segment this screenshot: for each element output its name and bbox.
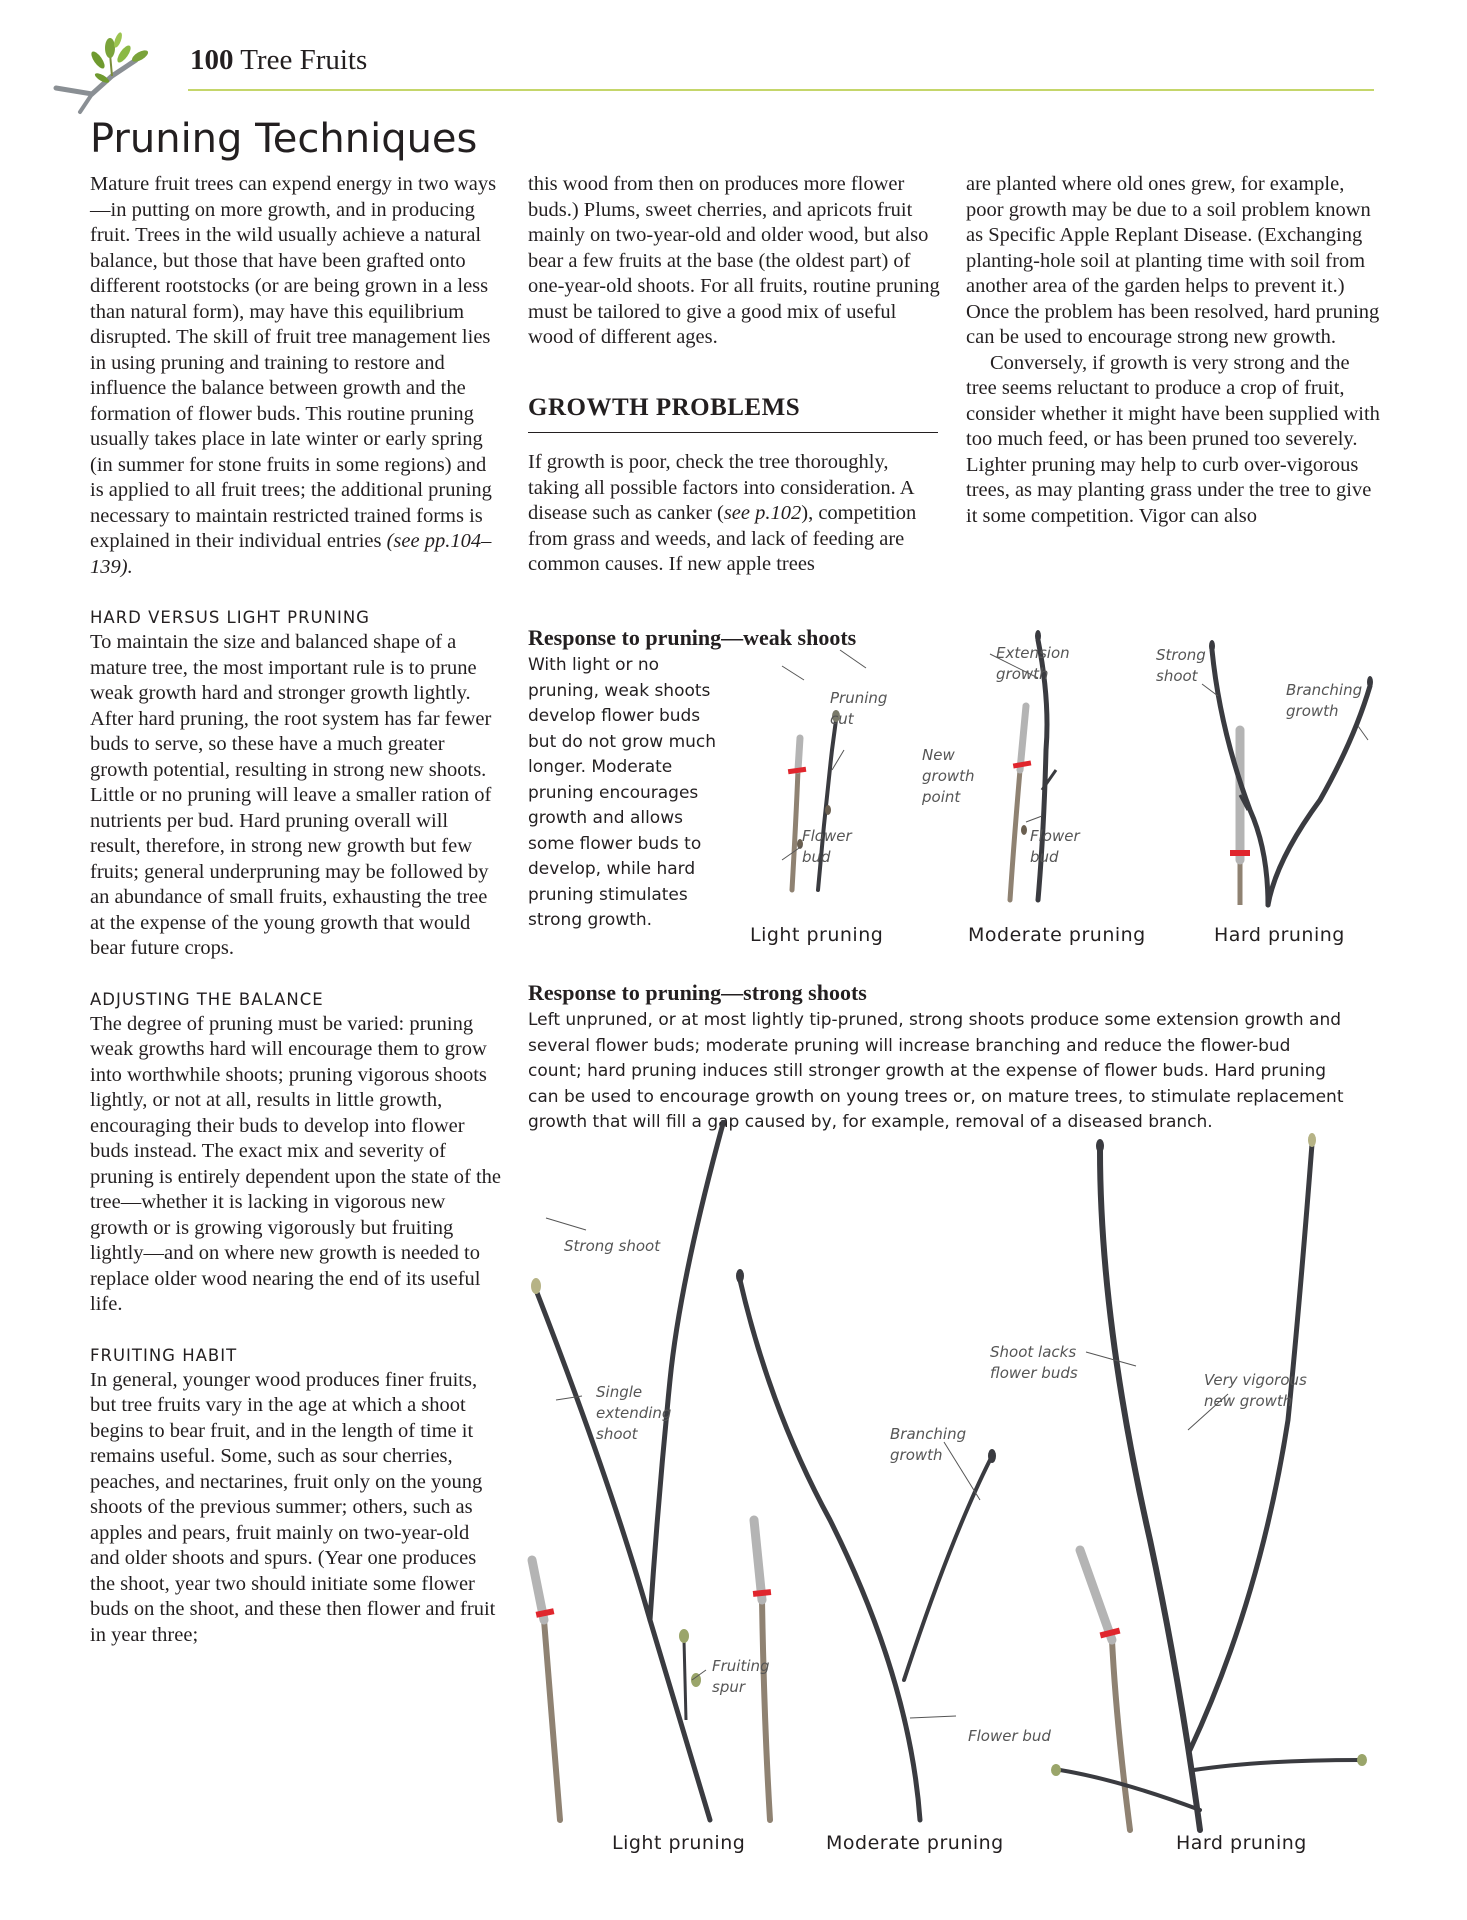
strong-stage-light: Light pruning (612, 1832, 746, 1854)
column-3 (966, 172, 1380, 529)
weak-stage-light: Light pruning (750, 924, 884, 946)
hard-light-heading: HARD VERSUS LIGHT PRUNING (90, 608, 370, 627)
strong-shoots-illustration (500, 1120, 1380, 1840)
weak-label-extension-growth: Extension growth (996, 644, 1070, 683)
weak-label-pruning-cut: Pruning cut (830, 689, 888, 728)
strong-stage-moderate: Moderate pruning (826, 1832, 1004, 1854)
col3-paragraph-2: Conversely, if growth is very strong and the tree seems reluctant to produce a crop of fruit, consider whether it might have been supplied with too much feed, or has been pruned too severely. Lighter pruning may help to curb over-vigorous trees, as may planting grass under the tree to give it some competition. Vigor can also (966, 351, 1380, 527)
strong-light-pruning-figure (531, 1120, 724, 1820)
weak-label-strong-shoot: Strong shoot (1156, 646, 1206, 685)
weak-label-new-growth-point: New growth point (922, 746, 975, 806)
hard-light-paragraph: To maintain the size and balanced shape of a mature tree, the most important rule is to prune weak growth hard and stronger growth lightly. After hard pruning, the root system has far fewer buds to serve, so these have a much greater growth potential, resulting in strong new shoots. Little or no pruning will leave a smaller ration of nutrients per bud. Hard pruning overall will result, therefore, in strong new growth but few fruits; general underpruning may be followed by an abundance of small fruits, exhausting the tree at the expense of the young growth that would bear future crops. (90, 631, 492, 959)
balance-heading: ADJUSTING THE BALANCE (90, 989, 324, 1009)
weak-label-branching-growth: Branching growth (1286, 681, 1363, 720)
weak-stage-hard: Hard pruning (1214, 924, 1345, 946)
intro-paragraph (90, 172, 502, 580)
intro-cross-reference: (see pp.104–139). (90, 530, 492, 578)
page-number: 100 (190, 44, 234, 76)
fruiting-heading: FRUITING HABIT (90, 1345, 238, 1365)
strong-label-flower-bud: Flower bud (968, 1727, 1051, 1745)
strong-moderate-pruning-figure (736, 1269, 996, 1820)
growth-problems-paragraph (528, 450, 940, 578)
strong-label-shoot-lacks: Shoot lacks flower buds (990, 1343, 1078, 1382)
strong-stage-hard: Hard pruning (1176, 1832, 1307, 1854)
fruiting-paragraph: In general, younger wood produces finer fruits, but tree fruits vary in the age at which a shoot begins to bear fruit, and in the length of time it remains useful. Some, such as sour cherries, peaches, and nectarines, fruit only on the young shoots of the previous summer; others, such as apples and pears, fruit mainly on two-year-old and older shoots and spurs. (Year one produces the shoot, year two should initiate some flower buds on the shoot, and these then flower and fruit in year three; (90, 1368, 496, 1646)
growth-text-1: If growth is poor, check the tree thoroughly, taking all possible factors into consideration. A disease such as canker ( (528, 451, 914, 524)
header-branch-icon (52, 30, 148, 120)
growth-heading-rule (528, 432, 938, 433)
strong-shoots-heading: Response to pruning—strong shoots (528, 980, 867, 1005)
header-rule (188, 89, 1374, 91)
column-1 (90, 172, 502, 1648)
strong-label-branching-growth: Branching growth (890, 1425, 967, 1464)
growth-cross-reference: see p.102 (723, 502, 802, 524)
weak-label-flower-bud-2: Flower bud (1030, 827, 1080, 866)
column-2 (528, 172, 940, 351)
strong-label-very-vigorous: Very vigorous new growth (1204, 1371, 1307, 1410)
weak-shoots-caption: With light or no pruning, weak shoots develop flower buds but do not grow much longer. Moderate pruning encourages growth and allows some flower buds to develop, while hard pruning stimulates strong growth. (528, 655, 717, 930)
strong-hard-pruning-figure (1051, 1133, 1367, 1830)
strong-label-single-extending: Single extending shoot (596, 1383, 672, 1443)
section-name: Tree Fruits (240, 44, 368, 76)
balance-paragraph: The degree of pruning must be varied: pruning weak growths hard will encourage them to grow into worthwhile shoots; pruning vigorous shoots lightly, or not at all, results in little growth, encouraging their buds to develop into flower buds instead. The exact mix and severity of pruning is entirely dependent upon the state of the tree—whether it is lacking in vigorous new growth or is growing vigorously but fruiting lightly—and on where new growth is needed to replace older wood nearing the end of its useful life. (90, 1012, 502, 1315)
weak-stage-moderate: Moderate pruning (968, 924, 1146, 946)
strong-label-fruiting-spur: Fruiting spur (712, 1657, 770, 1696)
running-header (190, 44, 367, 77)
strong-shoots-caption-1: Left unpruned, or at most lightly tip-pruned, strong shoots produce some extension growth and several flower buds; moderate pruning will increase branching and reduce the flower-bud count; hard pruning induces still stronger growth at the expense of flower buds. Hard pruning can be used to encourage growth on young trees or, on mature trees, to stimulate replacement growth that will fill a gap caused by, for example, removal of a diseased branch. (528, 1010, 1344, 1132)
col2-paragraph: this wood from then on produces more flower buds.) Plums, sweet cherries, and apricots fruit mainly on two-year-old and older wood, but also bear a few fruits at the base (the oldest part) of one-year-old shoots. For all fruits, routine pruning must be tailored to give a good mix of useful wood of different ages. (528, 173, 940, 348)
col3-paragraph-1: are planted where old ones grew, for example, poor growth may be due to a soil problem known as Specific Apple Replant Disease. (Exchanging planting-hole soil at planting time with soil from another area of the garden helps to prevent it.) Once the problem has been resolved, hard pruning can be used to encourage strong new growth. (966, 173, 1380, 348)
growth-problems-heading: GROWTH PROBLEMS (528, 394, 801, 421)
growth-text-2: ), competition from grass and weeds, and lack of feeding are common causes. If new apple trees (528, 502, 917, 575)
page-title: Pruning Techniques (90, 116, 478, 162)
strong-label-strong-shoot: Strong shoot (564, 1237, 661, 1255)
weak-label-flower-bud-1: Flower bud (802, 827, 852, 866)
weak-shoots-heading: Response to pruning—weak shoots (528, 625, 857, 650)
intro-text: Mature fruit trees can expend energy in two ways—in putting on more growth, and in producing fruit. Trees in the wild usually achieve a natural balance, but those that have been grafted onto different rootstocks (or are being grown in a less than natural form), may have this equilibrium disrupted. The skill of fruit tree management lies in using pruning and training to restore and influence the balance between growth and the formation of flower buds. This routine pruning usually takes place in late winter or early spring (in summer for stone fruits in some regions) and is applied to all fruit trees; the additional pruning necessary to maintain restricted trained forms is explained in their individual entries (90, 173, 497, 552)
